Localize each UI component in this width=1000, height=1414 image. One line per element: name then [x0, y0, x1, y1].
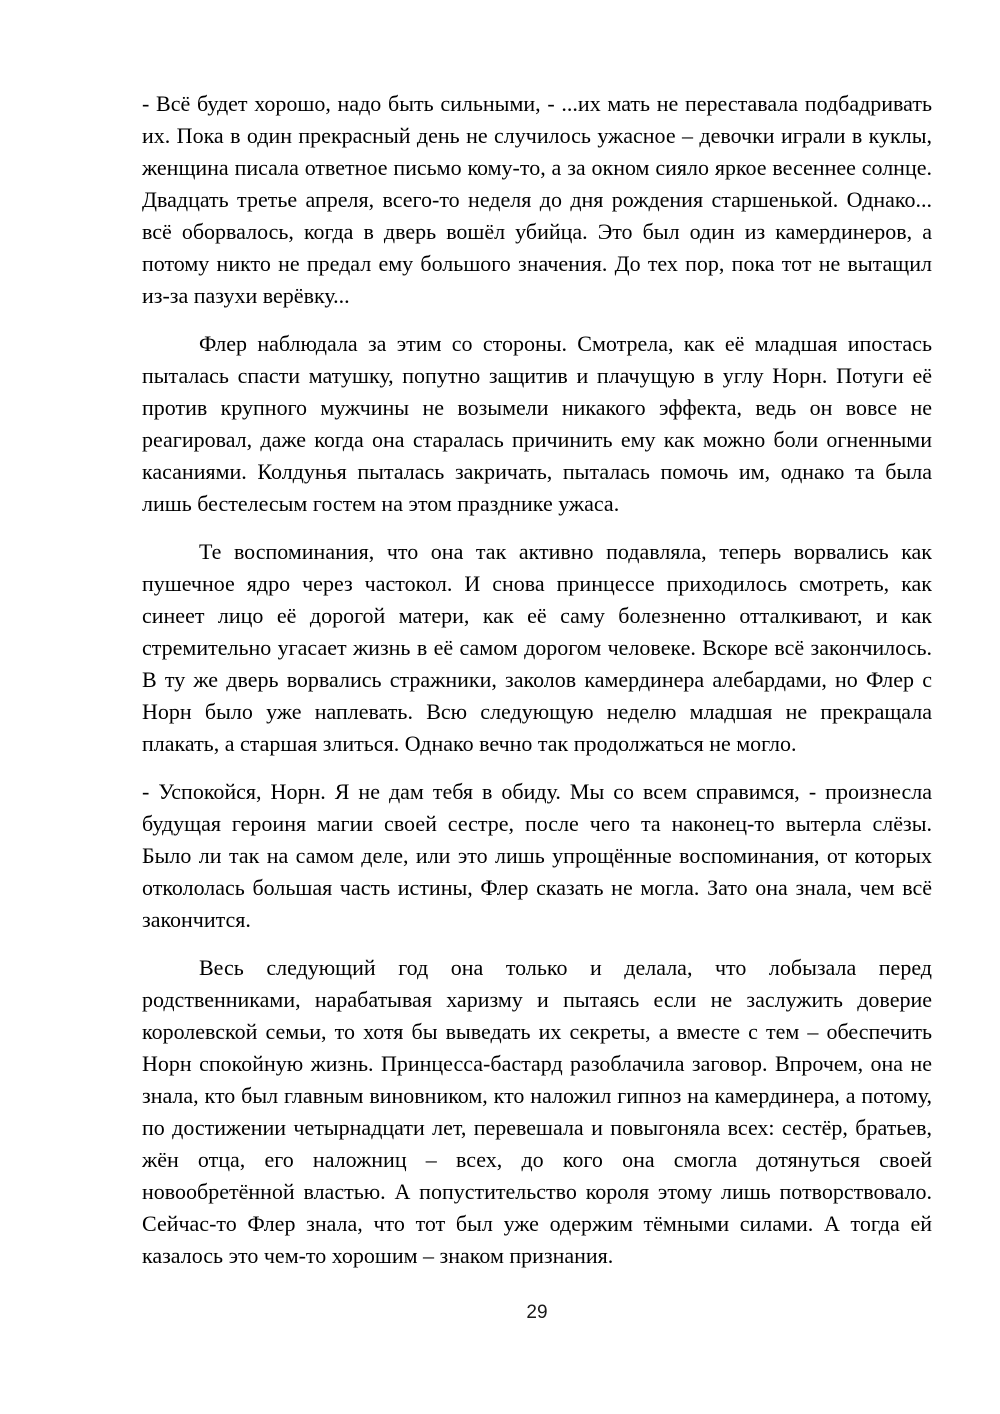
paragraph-following-year: Весь следующий год она только и делала, что лобызала перед родственниками, нарабатывая харизму и пытаясь если не заслужить доверие королевской семьи, то хотя бы выведать их секреты, а вместе с тем – обеспечить Норн спокойную жизнь. Принцесса-бастард разоблачила заговор. Впрочем, она не знала, кто был главным виновником, кто наложил гипноз на камердинера, а потому, по достижении четырнадцати лет, перевешала и повыгоняла всех: сестёр, братьев, жён отца, его наложниц – всех, до кого она смогла дотянуться своей новообретённой властью. А попустительство короля этому лишь потворствовало. Сейчас-то Флер знала, что тот был уже одержим тёмными силами. А тогда ей казалось это чем-то хорошим – знаком признания.: [142, 955, 932, 1268]
paragraph-dialogue-norn: - Успокойся, Норн. Я не дам тебя в обиду. Мы со всем справимся, - произнесла будущая героиня магии своей сестре, после чего та наконец-то вытерла слёзы. Было ли так на самом деле, или это лишь упрощённые воспоминания, от которых откололась большая часть истины, Флер сказать не могла. Зато она знала, чем всё закончится.: [142, 779, 932, 932]
paragraph-memories: Те воспоминания, что она так активно подавляла, теперь ворвались как пушечное ядро через частокол. И снова принцессе приходилось смотреть, как синеет лицо её дорогой матери, как её саму болезненно отталкивают, и как стремительно угасает жизнь в её самом дорогом человеке. Вскоре всё закончилось. В ту же дверь ворвались стражники, заколов камердинера алебардами, но Флер с Норн было уже наплевать. Всю следующую неделю младшая не прекращала плакать, а старшая злиться. Однако вечно так продолжаться не могло.: [142, 539, 932, 756]
page-text: [142, 88, 932, 1288]
page-footer: [142, 1302, 932, 1324]
page-number: 29: [526, 1302, 548, 1323]
paragraph-fleur-watching: Флер наблюдала за этим со стороны. Смотрела, как её младшая ипостась пыталась спасти матушку, попутно защитив и плачущую в углу Норн. Потуги её против крупного мужчины не возымели никакого эффекта, ведь он вовсе не реагировал, даже когда она старалась причинить ему как можно боли огненными касаниями. Колдунья пыталась закричать, пыталась помочь им, однако та была лишь бестелесым гостем на этом празднике ужаса.: [142, 331, 932, 516]
paragraph-dialogue-mother: - Всё будет хорошо, надо быть сильными, - ...их мать не переставала подбадривать их. Пока в один прекрасный день не случилось ужасное – девочки играли в куклы, женщина писала ответное письмо кому-то, а за окном сияло яркое весеннее солнце. Двадцать третье апреля, всего-то неделя до дня рождения старшенькой. Однако... всё оборвалось, когда в дверь вошёл убийца. Это был один из камердинеров, а потому никто не предал ему большого значения. До тех пор, пока тот не вытащил из-за пазухи верёвку...: [142, 91, 932, 308]
